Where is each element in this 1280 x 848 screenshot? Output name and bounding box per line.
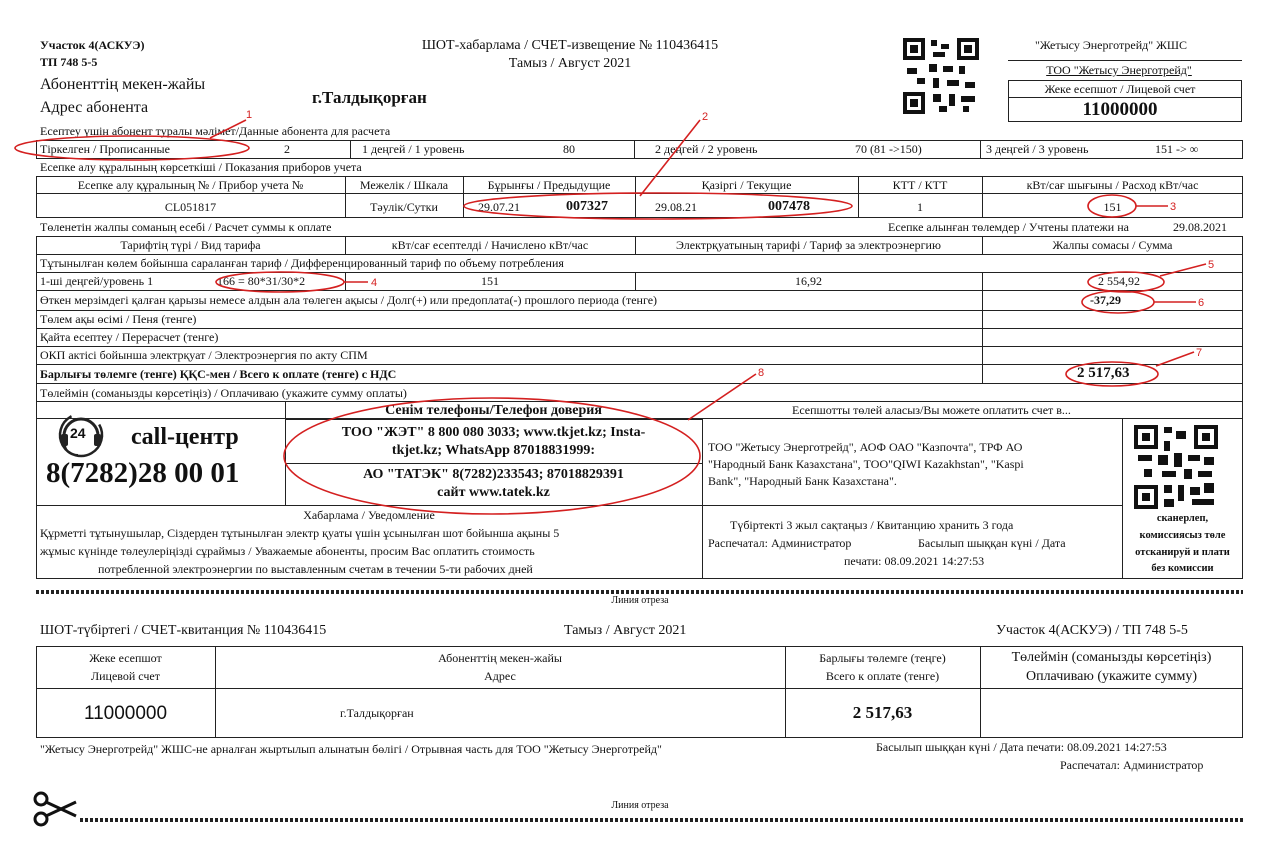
invoice-period: Тамыз / Август 2021 [508, 56, 632, 71]
qr-caption-1: сканерлеп, [1156, 513, 1209, 524]
col-prev-header: Бұрынғы / Предыдущие [487, 178, 611, 192]
section-label: Участок 4(АСКУЭ) [40, 38, 145, 52]
receipt-title: ШОТ-түбіртегі / СЧЕТ-квитанция № 110436415 [40, 623, 327, 638]
pay-where-line-1: ТОО "Жетысу Энерготрейд", АОФ ОАО "Казпочта", ТРФ АО [708, 440, 1023, 454]
kaspi-qr-code-icon[interactable] [1134, 425, 1218, 509]
total-label: Барлығы төлемге (тенге) ҚҚС-мен / Всего к оплате (тенге) с НДС [40, 367, 397, 381]
annotation-number-6: 6 [1198, 297, 1205, 309]
col-device-header: Есепке алу құралының № / Прибор учета № [77, 178, 304, 192]
diff-tariff-label: Тұтынылған көлем бойынша сараланған тариф / Дифференцированный тариф по объему потребления [40, 256, 564, 270]
prev-period-value: -37,29 [1090, 293, 1121, 307]
cut-line-label: Линия отреза [611, 595, 669, 606]
col-ktt-header: КТТ / КТТ [892, 178, 948, 192]
meter-scale: Тәулік/Сутки [370, 200, 438, 214]
account-label: Жеке есепшот / Лицевой счет [1044, 82, 1196, 96]
trust-line-3: АО "ТАТЭК" 8(7282)233543; 87018829391 [363, 467, 624, 482]
receipt-col3-ru: Всего к оплате (тенге) [825, 669, 940, 683]
qr-code-icon [903, 38, 979, 114]
curr-value: 007478 [768, 199, 810, 214]
meter-section-label: Есепке алу құралының көрсеткіші / Показания приборов учета [40, 160, 362, 174]
receipt-col2-ru: Адрес [484, 669, 516, 683]
qr-caption-2: комиссиясыз төле [1139, 530, 1226, 541]
cut-line-dots-2 [80, 818, 1243, 822]
pay-where-title: Есепшотты төлей аласыз/Вы можете оплатить счет в... [792, 403, 1071, 417]
registered-value: 2 [284, 142, 290, 156]
city: г.Талдықорған [312, 88, 427, 107]
receipt-col2-kz: Абоненттің мекен-жайы [438, 651, 562, 665]
badge-24: 24 [70, 425, 86, 441]
cut-line-dots [36, 590, 1243, 594]
address-label-ru: Адрес абонента [40, 99, 149, 116]
receipt-address: г.Талдықорған [340, 706, 414, 720]
call-center-label: call-центр [131, 424, 239, 450]
col-kwh-header: кВт/сағ есептелді / Начислено кВт/час [391, 238, 589, 252]
level2-label: 2 деңгей / 2 уровень [655, 142, 758, 156]
company-name-ru: ТОО "Жетысу Энерготрейд" [1046, 63, 1192, 77]
col-tariff-type-header: Тарифтің түрі / Вид тарифа [120, 238, 261, 252]
pay-amount-label: Төлеймін (соманызды көрсетіңіз) / Оплачиваю (укажите сумму оплаты) [40, 386, 407, 400]
penalty-label: Төлем ақы өсімі / Пеня (тенге) [40, 312, 197, 326]
payments-label: Есепке алынған төлемдер / Учтены платежи на [888, 220, 1129, 234]
level3-label: 3 деңгей / 3 уровень [986, 142, 1089, 156]
receipt-period: Тамыз / Август 2021 [564, 623, 687, 638]
level1-sum: 2 554,92 [1098, 274, 1140, 288]
receipt-total: 2 517,63 [852, 703, 913, 722]
tp-label: ТП 748 5-5 [40, 55, 98, 69]
invoice-title: ШОТ-хабарлама / СЧЕТ-извещение № 110436415 [421, 38, 719, 53]
notice-title: Хабарлама / Уведомление [303, 508, 435, 522]
level1-formula: 166 = 80*31/30*2 [217, 274, 306, 288]
annotation-number-3: 3 [1170, 201, 1177, 213]
annotation-number-7: 7 [1196, 347, 1203, 359]
meter-device: СL051817 [164, 200, 217, 214]
pay-where-line-3: Bank", "Народный Банк Казахстана". [708, 474, 897, 488]
qr-caption-4: без комиссии [1151, 563, 1214, 574]
col-curr-header: Қазіргі / Текущие [701, 178, 792, 192]
receipt-pay-amount-field[interactable] [981, 689, 1242, 737]
col-sum-header: Жалпы сомасы / Сумма [1052, 238, 1173, 252]
calc-section-label: Төленетін жалпы соманың есебі / Расчет суммы к оплате [40, 220, 332, 234]
address-label-kz: Абоненттің мекен-жайы [40, 76, 206, 93]
receipt-section: Участок 4(АСКУЭ) / ТП 748 5-5 [996, 623, 1188, 638]
account-box [1008, 80, 1242, 122]
trust-phone-title: Сенім телефоны/Телефон доверия [385, 403, 602, 418]
prev-date: 29.07.21 [478, 200, 520, 214]
receipt-footer-printed: Распечатал: Администратор [1060, 758, 1204, 772]
level2-value: 70 (81 ->150) [855, 142, 922, 156]
curr-date: 29.08.21 [655, 200, 697, 214]
receipt-footer-left: "Жетысу Энерготрейд" ЖШС-не арналған жыртылып алынатын бөлігі / Отрывная часть для ТОО "Жетысу Энерготрейд" [40, 742, 662, 756]
keep-receipt-note: Түбіртекті 3 жыл сақтаңыз / Квитанцию хранить 3 года [730, 518, 1014, 532]
notice-line-2: жұмыс күнінде төлеулеріңізді сұраймыз / Уважаемые абоненты, просим Вас оплатить стоимость [40, 544, 535, 558]
recalc-label: Қайта есептеу / Перерасчет (тенге) [40, 330, 219, 344]
trust-line-2: tkjet.kz; WhatsApp 87018831999: [391, 443, 596, 458]
level1-label: 1 деңгей / 1 уровень [362, 142, 465, 156]
col-tariff-header: Электрқуатының тарифі / Тариф за электроэнергию [676, 238, 941, 252]
level1-kwh: 151 [481, 274, 499, 288]
registered-label: Тіркелген / Прописанные [40, 142, 170, 156]
prev-value: 007327 [566, 199, 608, 214]
meter-usage: 151 [1103, 200, 1122, 214]
subscriber-info-label: Есептеу үшін абонент туралы мәлімет/Данные абонента для расчета [40, 124, 391, 138]
annotation-number-4: 4 [371, 277, 378, 289]
notice-line-1: Құрметті тұтынушылар, Сіздерден тұтынылған электр қуаты үшін ұсынылған шот бойынша ақыны 5 [40, 526, 560, 540]
col-usage-header: кВт/сағ шығыны / Расход кВт/час [1026, 178, 1199, 192]
receipt-col1-ru: Лицевой счет [90, 669, 160, 683]
annotation-number-5: 5 [1208, 259, 1215, 271]
trust-line-4: сайт www.tatek.kz [437, 485, 550, 500]
scissors-icon [32, 790, 78, 828]
qr-caption-3: отсканируй и плати [1135, 547, 1230, 558]
receipt-account: 11000000 [83, 703, 168, 724]
annotation-number-8: 8 [758, 367, 765, 379]
annotation-number-2: 2 [702, 111, 709, 123]
receipt-col1-kz: Жеке есепшот [89, 651, 162, 665]
level1-tariff: 16,92 [795, 274, 822, 288]
spm-label: ОКП актісі бойынша электрқуат / Электроэнергия по акту СПМ [40, 348, 368, 362]
total-value: 2 517,63 [1077, 365, 1130, 381]
level1-row-label: 1-ші деңгей/уровень 1 [40, 274, 154, 288]
call-center-phone[interactable]: 8(7282)28 00 01 [46, 457, 240, 489]
trust-line-1: ТОО "ЖЭТ" 8 800 080 3033; www.tkjet.kz; Insta- [341, 425, 646, 440]
notice-line-3: потребленной электроэнергии по выставленным счетам в течении 5-ти рабочих дней [98, 562, 533, 576]
pay-where-line-2: "Народный Банк Казахстана", ТОО"QIWI Kazakhstan", "Kaspi [708, 457, 1024, 471]
pay-amount-field[interactable] [975, 384, 1243, 401]
col-scale-header: Межелік / Шкала [359, 178, 449, 192]
receipt-col3-kz: Барлығы төлемге (теңге) [819, 651, 946, 665]
annotation-number-1: 1 [246, 109, 253, 121]
payments-date: 29.08.2021 [1173, 220, 1227, 234]
account-number: 11000000 [1082, 99, 1158, 120]
prev-period-label: Өткен мерзімдегі қалған қарызы немесе алдын ала төлеген ақысы / Долг(+) или предоплата(-) прошлого периода (тенге) [40, 293, 658, 307]
level1-value: 80 [563, 142, 575, 156]
meter-ktt: 1 [917, 200, 923, 214]
print-date-label: Басылып шыққан күні / Дата [918, 536, 1066, 550]
level3-value: 151 -> ∞ [1155, 142, 1199, 156]
receipt-footer-date: Басылып шыққан күні / Дата печати: 08.09.2021 14:27:53 [876, 740, 1167, 754]
company-name-kz: "Жетысу Энерготрейд" ЖШС [1035, 38, 1187, 52]
print-date: печати: 08.09.2021 14:27:53 [844, 554, 985, 568]
cut-line-label-2: Линия отреза [611, 800, 669, 811]
printed-by: Распечатал: Администратор [708, 536, 852, 550]
receipt-col4-kz: Төлеймін (соманызды көрсетіңіз) [1011, 650, 1212, 665]
receipt-col4-ru: Оплачиваю (укажите сумму) [1025, 669, 1198, 684]
